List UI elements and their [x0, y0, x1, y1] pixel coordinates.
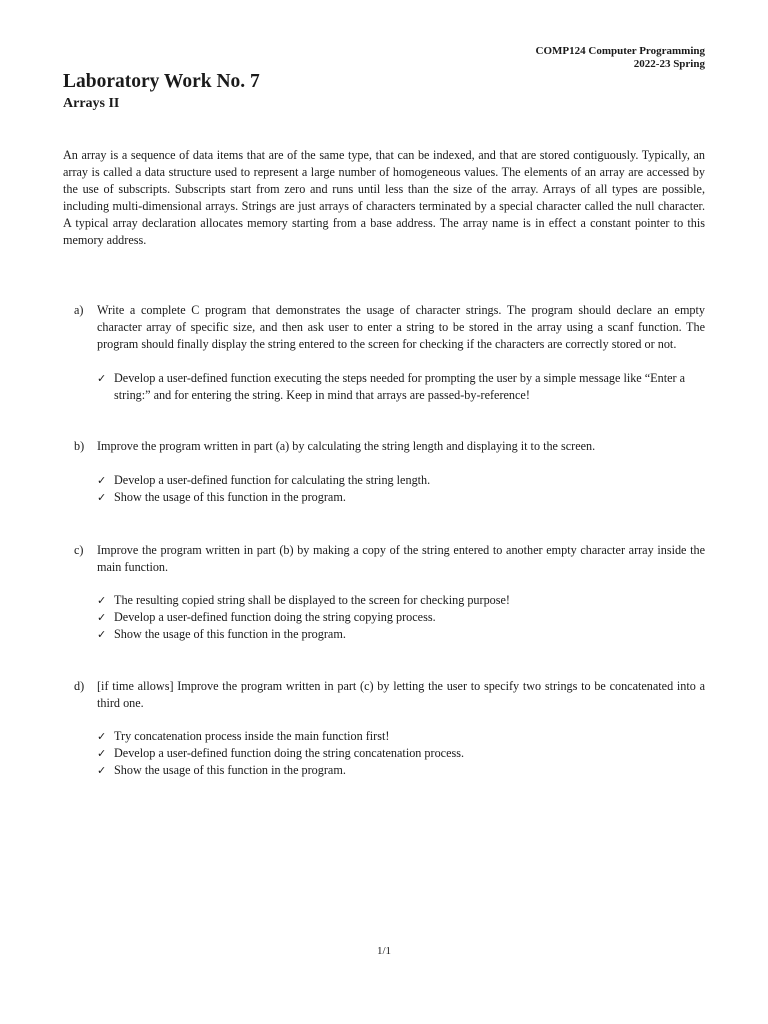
checkmark-icon: ✓	[97, 474, 107, 487]
checklist-item	[97, 626, 705, 643]
checklist-item	[97, 370, 705, 404]
checkmark-icon: ✓	[97, 764, 107, 777]
checklist-text: Develop a user-defined function for calculating the string length.	[114, 473, 431, 487]
course-term: 2022-23 Spring	[633, 58, 705, 70]
checkmark-icon: ✓	[97, 372, 107, 385]
course-header	[536, 45, 705, 71]
checklist-text: Develop a user-defined function doing the string concatenation process.	[114, 746, 465, 760]
task-c-checklist	[97, 592, 705, 643]
checkmark-icon: ✓	[97, 491, 107, 504]
task-label: b)	[74, 439, 85, 453]
task-c	[63, 542, 705, 576]
task-b-checklist	[97, 472, 705, 506]
course-name: COMP124 Computer Programming	[535, 45, 705, 57]
task-text: Improve the program written in part (a) by calculating the string length and displaying it to the screen.	[97, 439, 596, 453]
task-text: Write a complete C program that demonstrates the usage of character strings. The program should declare an empty character array of specific size, and then ask user to enter a string to be stored in the array using a scanf function. The program should finally display the string entered to the screen for checking if the characters are correctly stored or not.	[97, 303, 705, 351]
task-label: a)	[74, 303, 84, 317]
checklist-text: The resulting copied string shall be displayed to the screen for checking purpose!	[114, 593, 510, 607]
task-d	[63, 678, 705, 712]
task-label: c)	[74, 543, 84, 557]
checkmark-icon: ✓	[97, 747, 107, 760]
task-a	[63, 302, 705, 353]
checklist-text: Try concatenation process inside the main function first!	[114, 729, 390, 743]
checkmark-icon: ✓	[97, 628, 107, 641]
task-a-checklist	[97, 370, 705, 404]
page-title: Laboratory Work No. 7	[63, 71, 260, 92]
checklist-text: Show the usage of this function in the program.	[114, 627, 346, 641]
checklist-text: Show the usage of this function in the program.	[114, 490, 346, 504]
task-text: [if time allows] Improve the program written in part (c) by letting the user to specify two strings to be concatenated into a third one.	[97, 679, 705, 710]
checklist-item	[97, 609, 705, 626]
task-b	[63, 438, 705, 455]
task-label: d)	[74, 679, 85, 693]
checklist-item	[97, 472, 705, 489]
checklist-item	[97, 762, 705, 779]
checkmark-icon: ✓	[97, 730, 107, 743]
task-text: Improve the program written in part (b) by making a copy of the string entered to another empty character array inside the main function.	[97, 543, 705, 574]
task-d-checklist	[97, 728, 705, 779]
checkmark-icon: ✓	[97, 611, 107, 624]
checklist-item	[97, 745, 705, 762]
checklist-text: Develop a user-defined function doing the string copying process.	[114, 610, 436, 624]
page-number: 1/1	[376, 945, 392, 957]
checklist-text: Develop a user-defined function executing the steps needed for prompting the user by a simple message like “Enter a string:” and for entering the string. Keep in mind that arrays are passed-by-reference!	[114, 371, 686, 402]
checklist-text: Show the usage of this function in the program.	[114, 763, 346, 777]
intro-paragraph: An array is a sequence of data items that are of the same type, that can be indexed, and that are stored contiguously. Typically, an array is called a data structure used to represent a large number of homogeneous values. The elements of an array are accessed by the use of subscripts. Subscripts start from zero and runs until less than the size of the array. Arrays of all types are possible, including multi-dimensional arrays. Strings are just arrays of characters terminated by a special character called the null character. A typical array declaration allocates memory starting from a base address. The array name is in effect a constant pointer to this memory address.	[63, 148, 705, 247]
checkmark-icon: ✓	[97, 594, 107, 607]
checklist-item	[97, 728, 705, 745]
checklist-item	[97, 592, 705, 609]
checklist-item	[97, 489, 705, 506]
page-subtitle: Arrays II	[63, 96, 120, 111]
